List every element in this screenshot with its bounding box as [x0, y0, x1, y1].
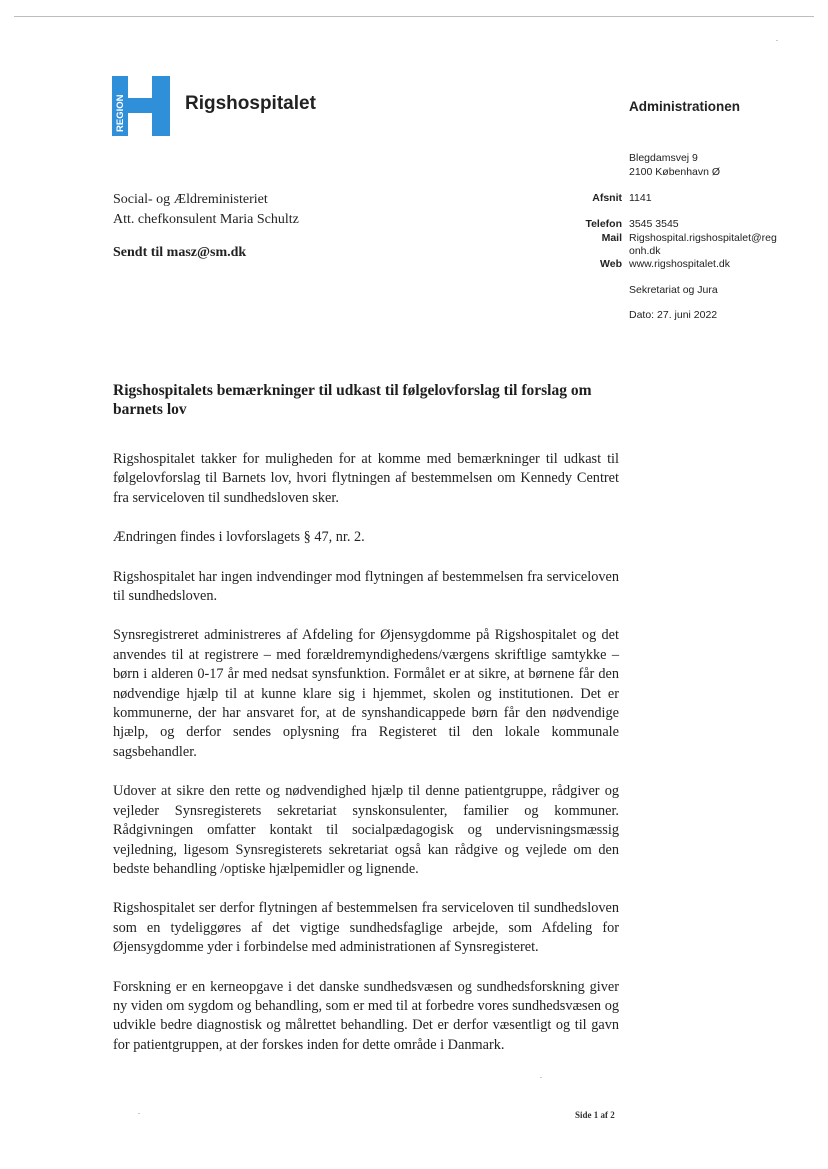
afsnit-value: 1141 [629, 192, 652, 204]
paragraph: Rigshospitalet takker for muligheden for at komme med bemærkninger til udkast til følgelovforslag til Barnets lov, hvori flytningen af bestemmelsen om Kennedy Centret fra serviceloven til sundhedsloven sker. [113, 451, 619, 506]
unit-name: Sekretariat og Jura [629, 284, 718, 296]
web-value: www.rigshospitalet.dk [629, 258, 730, 270]
paragraph: Rigshospitalet har ingen indvendinger mod flytningen af bestemmelsen fra serviceloven til sundhedsloven. [113, 568, 619, 605]
telefon-label: Telefon [585, 218, 622, 230]
paragraph: Synsregistreret administreres af Afdeling for Øjensygdomme på Rigshospitalet og det anvendes til at registrere – med forældremyndighedens/værgens skriftlige samtykke – børn i alderen 0-17 år med nedsat synsfunktion. Formålet er at sikre, at børnene får den nødvendige hjælp til at kunne klare sig i hjemmet, skolen og institutionen. Det er kommunerne, der har ansvaret for, at de synshandicappede børn får den nødvendige hjælp, og derfor sendes oplysning fra Registeret til den lokale kommunale sagsbehandler. [113, 627, 619, 760]
address-city: 2100 København Ø [629, 166, 721, 178]
letter-body [113, 450, 619, 1075]
recipient-ministry: Social- og Ældreministeriet [113, 192, 268, 207]
paragraph: Rigshospitalet ser derfor flytningen af bestemmelsen fra serviceloven til sundhedsloven som en tydeliggøres af det vigtige sundhedsfaglige arbejde, som Afdeling for Øjensygdomme yder i forbindelse med administrationen af Synsregisteret. [113, 900, 619, 956]
hospital-name: Rigshospitalet [185, 93, 316, 114]
afsnit-label: Afsnit [592, 192, 622, 204]
recipient-attention: Att. chefkonsulent Maria Schultz [113, 212, 299, 227]
sent-to-line: Sendt til masz@sm.dk [113, 245, 247, 260]
page-number: Side 1 af 2 [575, 1110, 615, 1120]
letter-date: Dato: 27. juni 2022 [629, 309, 718, 321]
letter-title: Rigshospitalets bemærkninger til udkast til følgelovforslag til forslag om barnets lov [113, 382, 592, 418]
recipient-block [113, 190, 299, 230]
scan-speck [138, 1113, 140, 1114]
mail-value-line1: Rigshospital.rigshospitalet@reg [629, 232, 777, 244]
web-label: Web [600, 258, 622, 270]
telefon-value: 3545 3545 [629, 218, 679, 230]
paragraph: Udover at sikre den rette og nødvendighed hjælp til denne patientgruppe, rådgiver og vejleder Synsregisterets sekretariat synskonsulenter, familier og kommuner. Rådgivningen omfatter kontakt til socialpædagogisk og undervisningsmæssig vejledning, ligesom Synsregisterets sekretariat også kan rådgive og vejlede om den bedste behandling /optiske hjælpemidler og lignende. [113, 783, 619, 877]
scan-speck [540, 1077, 542, 1078]
mail-value-line2: onh.dk [629, 245, 661, 257]
paragraph: Ændringen findes i lovforslagets § 47, nr. 2. [113, 529, 365, 546]
region-h-logo-icon [112, 76, 170, 136]
department-name: Administrationen [629, 99, 741, 114]
scan-edge-line [14, 16, 814, 17]
logo-region-text: REGION [115, 94, 126, 132]
address-street: Blegdamsvej 9 [629, 152, 698, 164]
paragraph: Forskning er en kerneopgave i det danske sundhedsvæsen og sundhedsforskning giver ny viden om sygdom og behandling, som er med til at forbedre vores sundhedsvæsen og udvikle bedre diagnostisk og målrettet behandling. Det er derfor væsentligt og til gavn for patientgruppen, at der forskes inden for dette område i Danmark. [113, 978, 619, 1053]
scan-speck [776, 40, 778, 41]
mail-label: Mail [601, 232, 622, 244]
sender-address [629, 151, 720, 179]
